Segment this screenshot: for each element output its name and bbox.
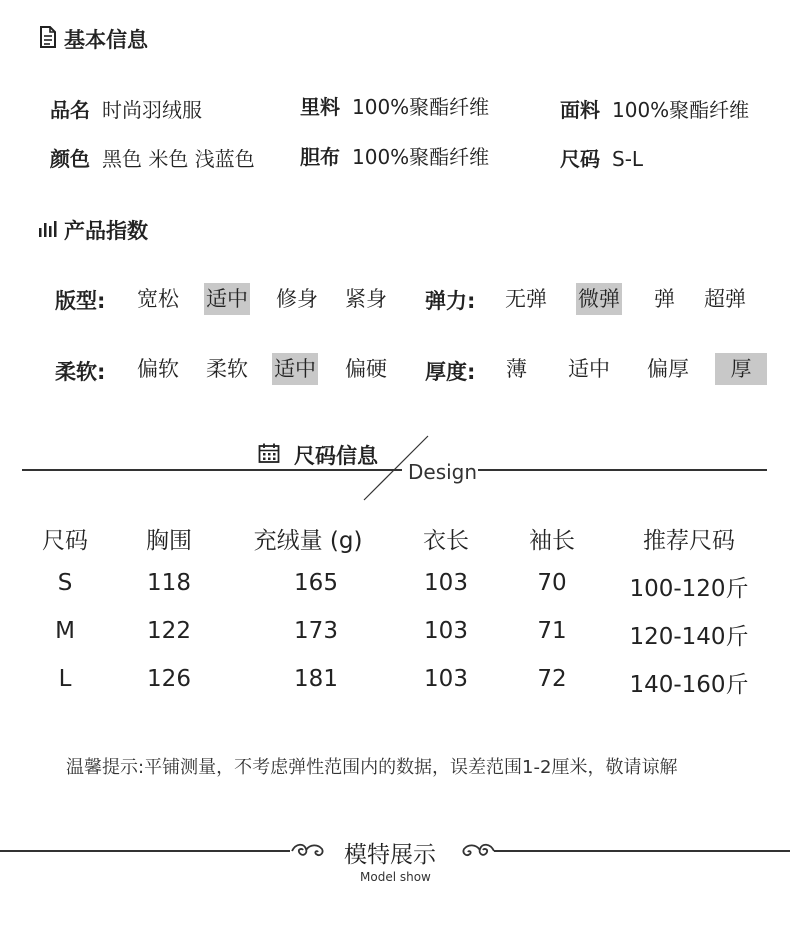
measurement-note: 温馨提示:平铺测量，不考虑弹性范围内的数据，误差范围1-2厘米，敬请谅解	[66, 757, 678, 778]
table-header: 充绒量 (g)	[253, 528, 363, 554]
table-cell: M	[55, 618, 75, 644]
divider-right	[478, 469, 767, 471]
model-divider-right	[494, 850, 790, 852]
swirl-ornament-icon	[290, 840, 326, 862]
size-info-title	[258, 440, 378, 470]
table-cell: 72	[537, 666, 567, 692]
table-header: 胸围	[146, 528, 192, 554]
fit-option-slim: 修身	[276, 287, 318, 311]
table-cell: 71	[537, 618, 567, 644]
info-key: 品名	[50, 98, 90, 122]
elasticity-option-slight: 微弹	[576, 283, 622, 315]
table-cell: 103	[424, 618, 468, 644]
table-header: 推荐尺码	[643, 528, 735, 554]
table-cell: 140-160斤	[629, 672, 749, 698]
softness-label: 柔软:	[55, 360, 106, 384]
softness-option-regular: 适中	[272, 353, 318, 385]
info-value: 100%聚酯纤维	[612, 98, 750, 122]
document-icon	[38, 26, 58, 53]
softness-option-very-soft: 柔软	[206, 357, 248, 381]
elasticity-option-elastic: 弹	[654, 287, 675, 311]
info-key: 面料	[560, 98, 600, 122]
table-cell: 120-140斤	[629, 624, 749, 650]
elasticity-option-super: 超弹	[704, 287, 746, 311]
thickness-option-thin: 薄	[506, 357, 527, 381]
info-value: S-L	[612, 147, 644, 171]
table-cell: 165	[294, 570, 338, 596]
info-value: 黑色 米色 浅蓝色	[102, 147, 255, 171]
fit-option-loose: 宽松	[137, 287, 179, 311]
section-title-text: 基本信息	[64, 28, 148, 52]
calendar-icon	[258, 443, 280, 468]
design-subtitle: Design	[408, 460, 478, 484]
bar-chart-icon	[38, 218, 58, 242]
elasticity-option-none: 无弹	[505, 287, 547, 311]
table-cell: 122	[147, 618, 191, 644]
table-header: 衣长	[423, 528, 469, 554]
info-value: 100%聚酯纤维	[352, 145, 490, 169]
info-key: 尺码	[560, 147, 600, 171]
softness-option-hard: 偏硬	[345, 357, 387, 381]
model-show-subtitle: Model show	[360, 870, 431, 884]
info-key: 颜色	[50, 147, 90, 171]
info-size-range	[560, 143, 643, 172]
info-lining	[300, 91, 489, 120]
info-color	[50, 143, 255, 172]
info-fabric	[560, 94, 749, 123]
model-show-title: 模特展示	[344, 842, 436, 868]
table-cell: 100-120斤	[629, 576, 749, 602]
info-value: 时尚羽绒服	[102, 98, 202, 122]
info-filling-cloth	[300, 141, 489, 170]
info-product-name	[50, 94, 202, 123]
table-header: 袖长	[529, 528, 575, 554]
thickness-option-thick: 偏厚	[647, 357, 689, 381]
swirl-ornament-icon	[460, 840, 496, 862]
fit-option-regular: 适中	[204, 283, 250, 315]
thickness-option-regular: 适中	[568, 357, 610, 381]
section-title-text: 尺码信息	[294, 444, 378, 468]
table-cell: 126	[147, 666, 191, 692]
table-cell: L	[58, 666, 72, 692]
elasticity-label: 弹力:	[425, 289, 476, 313]
model-divider-left	[0, 850, 290, 852]
table-cell: 70	[537, 570, 567, 596]
fit-label: 版型:	[55, 289, 106, 313]
info-key: 里料	[300, 95, 340, 119]
softness-option-soft: 偏软	[137, 357, 179, 381]
table-cell: 103	[424, 570, 468, 596]
table-cell: 181	[294, 666, 338, 692]
thickness-label: 厚度:	[425, 360, 476, 384]
table-cell: 118	[147, 570, 191, 596]
info-value: 100%聚酯纤维	[352, 95, 490, 119]
table-cell: S	[57, 570, 73, 596]
thickness-option-very-thick: 厚	[715, 353, 767, 385]
table-header: 尺码	[42, 528, 88, 554]
table-cell: 103	[424, 666, 468, 692]
table-cell: 173	[294, 618, 338, 644]
info-key: 胆布	[300, 145, 340, 169]
product-index-title	[38, 215, 148, 245]
section-title-text: 产品指数	[64, 219, 148, 243]
basic-info-title	[38, 24, 148, 54]
fit-option-tight: 紧身	[345, 287, 387, 311]
